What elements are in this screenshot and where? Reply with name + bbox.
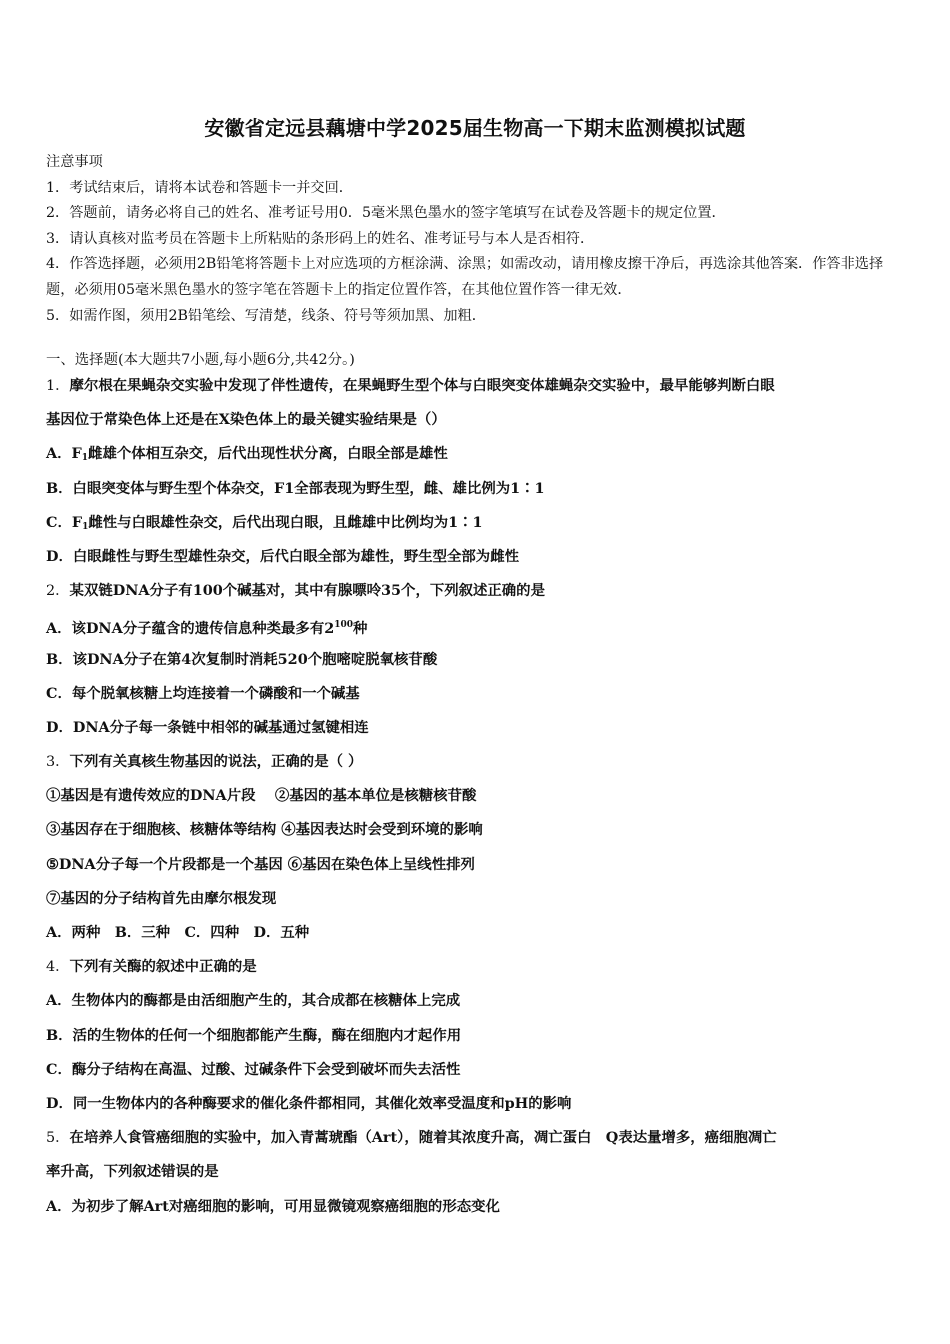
note-item: 2．答题前，请务必将自己的姓名、准考证号用0．5毫米黑色墨水的签字笔填写在试卷及答题卡的规定位置． xyxy=(46,205,726,222)
question-1-option-a: A．$F_1$雌雄个体相互杂交，后代出现性状分离，白眼全部是雄性 xyxy=(46,445,448,464)
question-3-statement: ⑦基因的分子结构首先由摩尔根发现 xyxy=(46,889,277,907)
note-item: 3．请认真核对监考员在答题卡上所粘贴的条形码上的姓名、准考证号与本人是否相符． xyxy=(46,230,595,247)
question-4-option-b: B．活的生物体的任何一个细胞都能产生酶，酶在细胞内才起作用 xyxy=(46,1026,462,1044)
question-3-statement: ①基因是有遗传效应的DNA片段 ②基因的基本单位是核糖核苷酸 xyxy=(46,787,477,805)
question-3-statement: ⑤DNA分子每一个片段都是一个基因 ⑥基因在染色体上呈线性排列 xyxy=(46,855,475,873)
question-1-stem-continued: 基因位于常染色体上还是在X染色体上的最关键实验结果是（） xyxy=(46,411,446,429)
page-title: 安徽省定远县藕塘中学2025届生物高一下期末监测模拟试题 xyxy=(204,116,746,140)
question-1-stem: 1．摩尔根在果蝇杂交实验中发现了伴性遗传，在果蝇野生型个体与白眼突变体雄蝇杂交实验中，最早能够判断白眼 xyxy=(46,377,775,394)
notes-heading: 注意事项 xyxy=(46,154,103,170)
question-3-options: A．两种 B．三种 C．四种 D．五种 xyxy=(46,924,310,941)
question-4-option-c: C．酶分子结构在高温、过酸、过碱条件下会受到破坏而失去活性 xyxy=(46,1060,461,1078)
note-item: 4．作答选择题，必须用2B铅笔将答题卡上对应选项的方框涂满、涂黑；如需改动，请用橡皮擦干净后，再选涂其他答案．作答非选择题，必须用05毫米黑色墨水的签字笔在答题卡上的指定位置作答，在其他位置作答一律无效． xyxy=(46,256,884,298)
question-5-option-a: A．为初步了解Art对癌细胞的影响，可用显微镜观察癌细胞的形态变化 xyxy=(46,1197,500,1215)
question-5-stem-continued: 率升高，下列叙述错误的是 xyxy=(46,1163,219,1181)
question-number: 1． xyxy=(46,378,70,394)
question-4-stem: 4．下列有关酶的叙述中正确的是 xyxy=(46,958,257,976)
question-number: 5． xyxy=(46,1130,70,1147)
question-1-option-d: D．白眼雌性与野生型雄性杂交，后代白眼全部为雄性，野生型全部为雌性 xyxy=(46,547,519,565)
question-number: 3． xyxy=(46,754,70,771)
question-4-option-d: D．同一生物体内的各种酶要求的催化条件都相同，其催化效率受温度和pH的影响 xyxy=(46,1094,572,1112)
question-3-statement: ③基因存在于细胞核、核糖体等结构 ④基因表达时会受到环境的影响 xyxy=(46,821,483,839)
question-2-option-a: A．该DNA分子蕴含的遗传信息种类最多有$2^{100}$种 xyxy=(46,620,368,638)
question-1-option-c: C．$F_1$雌性与白眼雄性杂交，后代出现白眼，且雌雄中比例均为1∶1 xyxy=(46,513,483,532)
question-4-option-a: A．生物体内的酶都是由活细胞产生的，其合成都在核糖体上完成 xyxy=(46,992,461,1010)
question-2-option-d: D．DNA分子每一条链中相邻的碱基通过氢键相连 xyxy=(46,718,369,736)
section-heading: 一、选择题(本大题共7小题,每小题6分,共42分。) xyxy=(46,352,355,368)
note-item: 1．考试结束后，请将本试卷和答题卡一并交回． xyxy=(46,179,353,196)
question-number: 2． xyxy=(46,583,70,600)
note-item: 5．如需作图，须用2B铅笔绘、写清楚，线条、符号等须加黑、加粗． xyxy=(46,307,486,324)
questions-section xyxy=(46,348,904,1229)
question-5-stem: 5．在培养人食管癌细胞的实验中，加入青蒿琥酯（Art），随着其浓度升高，凋亡蛋白 Q表达量增多，癌细胞凋亡 xyxy=(46,1129,777,1147)
question-2-option-b: B．该DNA分子在第4次复制时消耗520个胞嘧啶脱氧核苷酸 xyxy=(46,650,438,668)
question-3-stem: 3．下列有关真核生物基因的说法，正确的是（ ） xyxy=(46,753,363,771)
question-number: 4． xyxy=(46,959,70,976)
notes-section xyxy=(46,150,904,329)
question-1-option-b: B．白眼突变体与野生型个体杂交，F1全部表现为野生型，雌、雄比例为1∶1 xyxy=(46,479,545,497)
question-2-option-c: C．每个脱氧核糖上均连接着一个磷酸和一个碱基 xyxy=(46,684,360,702)
question-2-stem: 2．某双链DNA分子有100个碱基对，其中有腺嘌呤35个，下列叙述正确的是 xyxy=(46,582,545,600)
